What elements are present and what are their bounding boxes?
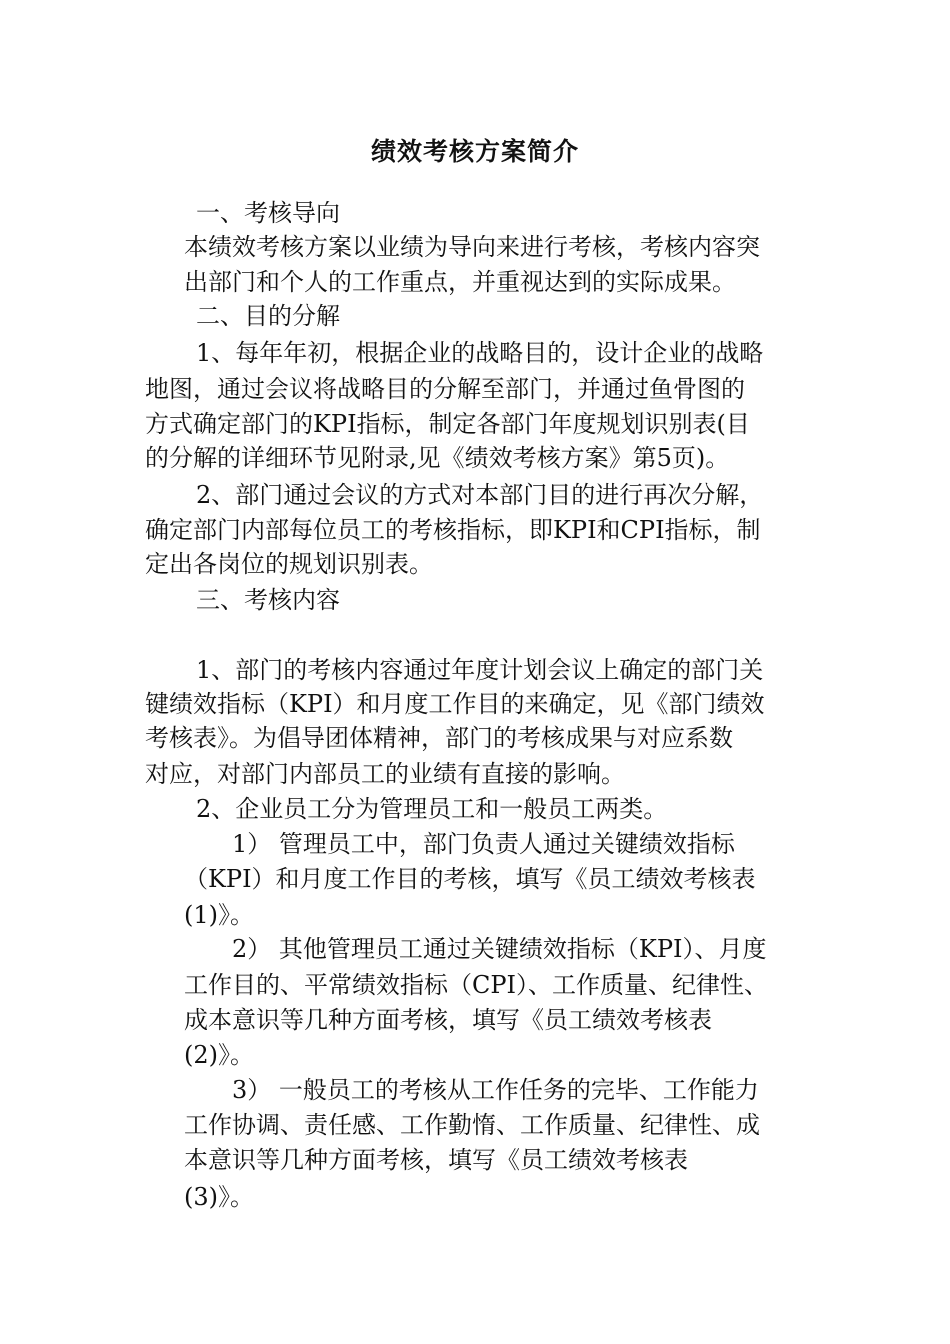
paragraph-line: (3)》。 <box>184 1183 254 1211</box>
paragraph-line: 工作目的、平常绩效指标（CPI）、工作质量、纪律性、 <box>184 971 768 999</box>
paragraph-line: 考核表》。为倡导团体精神，部门的考核成果与对应系数 <box>145 724 733 752</box>
paragraph-line: 对应，对部门内部员工的业绩有直接的影响。 <box>145 760 625 788</box>
paragraph-line: 2、企业员工分为管理员工和一般员工两类。 <box>196 795 668 823</box>
paragraph-line: 的分解的详细环节见附录,见《绩效考核方案》第5页)。 <box>145 444 730 472</box>
paragraph-line: 方式确定部门的KPI指标，制定各部门年度规划识别表(目 <box>145 410 750 438</box>
paragraph-line: （KPI）和月度工作目的考核，填写《员工绩效考核表 <box>184 865 756 893</box>
paragraph-line: 1） 管理员工中，部门负责人通过关键绩效指标 <box>232 830 735 858</box>
paragraph-line: 本意识等几种方面考核，填写《员工绩效考核表 <box>184 1146 688 1174</box>
paragraph-line: 2） 其他管理员工通过关键绩效指标（KPI）、月度 <box>232 935 767 963</box>
paragraph-line: 3） 一般员工的考核从工作任务的完毕、工作能力 <box>232 1076 759 1104</box>
paragraph-line: (1)》。 <box>184 901 254 929</box>
document-title: 绩效考核方案简介 <box>370 137 579 166</box>
paragraph-line: 地图，通过会议将战略目的分解至部门，并通过鱼骨图的 <box>145 375 745 403</box>
paragraph-line: 成本意识等几种方面考核，填写《员工绩效考核表 <box>184 1006 712 1034</box>
paragraph-line: 定出各岗位的规划识别表。 <box>145 550 433 578</box>
paragraph-line: (2)》。 <box>184 1041 254 1069</box>
paragraph-line: 出部门和个人的工作重点，并重视达到的实际成果。 <box>184 268 736 296</box>
section-heading-orientation: 一、考核导向 <box>196 199 340 227</box>
paragraph-line: 1、每年年初，根据企业的战略目的，设计企业的战略 <box>196 339 764 367</box>
paragraph-line: 工作协调、责任感、工作勤惰、工作质量、纪律性、成 <box>184 1111 760 1139</box>
paragraph-line: 键绩效指标（KPI）和月度工作目的来确定，见《部门绩效 <box>145 690 765 718</box>
paragraph-line: 1、部门的考核内容通过年度计划会议上确定的部门关 <box>196 656 764 684</box>
section-heading-assessment-content: 三、考核内容 <box>196 586 340 614</box>
paragraph-line: 2、部门通过会议的方式对本部门目的进行再次分解， <box>196 481 764 509</box>
paragraph-line: 本绩效考核方案以业绩为导向来进行考核，考核内容突 <box>184 233 760 261</box>
section-heading-goal-decomposition: 二、目的分解 <box>196 302 340 330</box>
paragraph-line: 确定部门内部每位员工的考核指标，即KPI和CPI指标，制 <box>145 516 761 544</box>
